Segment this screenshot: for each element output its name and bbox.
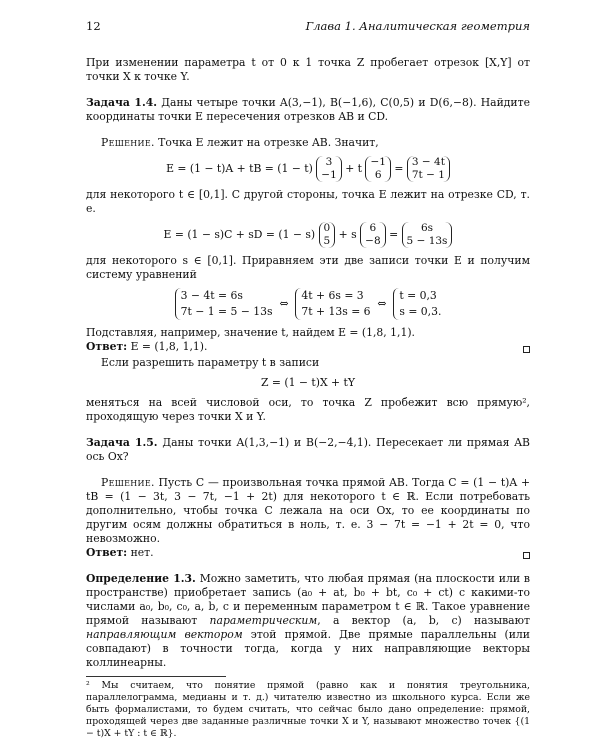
task-1-4 xyxy=(86,96,530,124)
qed-box xyxy=(523,552,530,559)
task-1-5 xyxy=(86,436,530,464)
equation-e-ab xyxy=(86,156,530,182)
definition-1-3-text-c: этой прямой. Две прямые параллельны (или совпадают) в точности тогда, когда у них направляющие векторы коллинеарны. xyxy=(86,628,530,669)
system-3: t = 0,3 s = 0,3. xyxy=(393,288,441,320)
remark-text2: меняться на всей числовой оси, то точка Z пробежит всю прямую², проходящую через точки X и Y. xyxy=(86,396,530,423)
system-arrow-1: ⇔ xyxy=(279,297,289,310)
footnote-divider xyxy=(86,676,226,677)
answer-1-5-label: Ответ: xyxy=(86,546,128,559)
equation-z: Z = (1 − t)X + tY xyxy=(260,376,356,389)
definition-1-3-text-b: , а вектор (a, b, c) называют xyxy=(317,614,530,627)
definition-1-3-text-a: Можно заметить, что любая прямая (на плоскости или в пространстве) приобретает запись (a₀ + at, b₀ + bt, c₀ + ct) с какими-то числами a₀, b₀, c₀, a, b, c и переменным параметром t ∈ ℝ. Такое уравнение прямой называют xyxy=(86,572,530,627)
eq1-vector-a: 3 −1 xyxy=(316,156,341,182)
solution-1-4-text3: для некоторого s ∈ [0,1]. Приравняем эти две записи точки E и получим систему уравнений xyxy=(86,254,530,281)
intro-paragraph: При изменении параметра t от 0 к 1 точка Z пробегает отрезок [X,Y] от точки X к точке Y. xyxy=(86,56,530,83)
page-number: 12 xyxy=(86,19,101,33)
solution-1-5 xyxy=(86,476,530,546)
answer-1-5 xyxy=(86,546,530,560)
running-title: Глава 1. Аналитическая геометрия xyxy=(305,19,530,33)
term-parametric: параметрическим xyxy=(209,614,318,627)
eq2-plus: + s xyxy=(338,228,357,241)
eq2-equals: = xyxy=(389,228,399,241)
solution-1-5-text: Пусть C — произвольная точка прямой AB. Тогда C = (1 − t)A + tB = (1 − 3t, 3 − 7t, −1 + 2t) для некоторого t ∈ ℝ. Если потребовать дополнительно, чтобы точка C лежала на оси Ox, то ее координаты по другим осям должны обратиться в ноль, т. е. 3 − 7t = −1 + 2t = 0, что невозможно. xyxy=(86,476,530,545)
task-1-4-text: Даны четыре точки A(3,−1), B(−1,6), C(0,5) и D(6,−8). Найдите координаты точки E пересечения отрезков AB и CD. xyxy=(86,96,530,123)
remark-text1: Если разрешить параметру t в записи xyxy=(101,356,320,369)
equation-system xyxy=(86,288,530,320)
solution-1-4-intro xyxy=(86,136,530,150)
task-1-5-label: Задача 1.5. xyxy=(86,436,158,449)
answer-1-5-value: нет. xyxy=(130,546,154,559)
solution-1-4-text1: Точка E лежит на отрезке AB. Значит, xyxy=(158,136,379,149)
answer-1-4 xyxy=(86,340,530,354)
eq1-lhs: E = (1 − t)A + tB = (1 − t) xyxy=(166,162,313,175)
footnote-2: ² Мы считаем, что понятие прямой (равно как и понятия треугольника, параллелограмма, медианы и т. д.) читателю известно из школьного курса. Если же быть формалистами, то будем считать, что сейчас было дано определение: прямой, проходящей через две заданные различные точки X и Y, называют множество точек {(1 − t)X + tY : t ∈ ℝ}. xyxy=(86,680,530,739)
answer-1-4-label: Ответ: xyxy=(86,340,128,353)
term-direction-vector: направляющим вектором xyxy=(86,628,243,641)
page-header xyxy=(86,19,530,35)
answer-1-4-value: E = (1,8, 1,1). xyxy=(130,340,208,353)
system-2: 4t + 6s = 3 7t + 13s = 6 xyxy=(295,288,370,320)
equation-e-cd xyxy=(86,222,530,248)
system-1: 3 − 4t = 6s 7t − 1 = 5 − 13s xyxy=(175,288,273,320)
eq2-lhs: E = (1 − s)C + sD = (1 − s) xyxy=(163,228,316,241)
eq1-vector-b: −1 6 xyxy=(365,156,390,182)
qed-box xyxy=(523,346,530,353)
solution-1-4-text2: для некоторого t ∈ [0,1]. С другой стороны, точка E лежит на отрезке CD, т. е. xyxy=(86,188,530,215)
eq2-vector-result: 6s 5 − 13s xyxy=(402,222,453,248)
eq1-equals: = xyxy=(394,162,404,175)
task-1-5-text: Даны точки A(1,3,−1) и B(−2,−4,1). Пересекает ли прямая AB ось Ox? xyxy=(86,436,530,463)
definition-1-3-label: Определение 1.3. xyxy=(86,572,196,585)
eq1-plus: + t xyxy=(345,162,363,175)
page-body xyxy=(86,56,530,740)
eq2-vector-c: 0 5 xyxy=(319,222,336,248)
eq2-vector-d: 6 −8 xyxy=(360,222,385,248)
solution-1-5-label: Решение. xyxy=(101,476,155,489)
eq1-vector-result: 3 − 4t 7t − 1 xyxy=(407,156,450,182)
solution-1-4-label: Решение. xyxy=(101,136,155,149)
system-arrow-2: ⇔ xyxy=(377,297,387,310)
solution-1-4-text4: Подставляя, например, значение t, найдем E = (1,8, 1,1). xyxy=(86,326,415,339)
definition-1-3 xyxy=(86,572,530,670)
task-1-4-label: Задача 1.4. xyxy=(86,96,157,109)
